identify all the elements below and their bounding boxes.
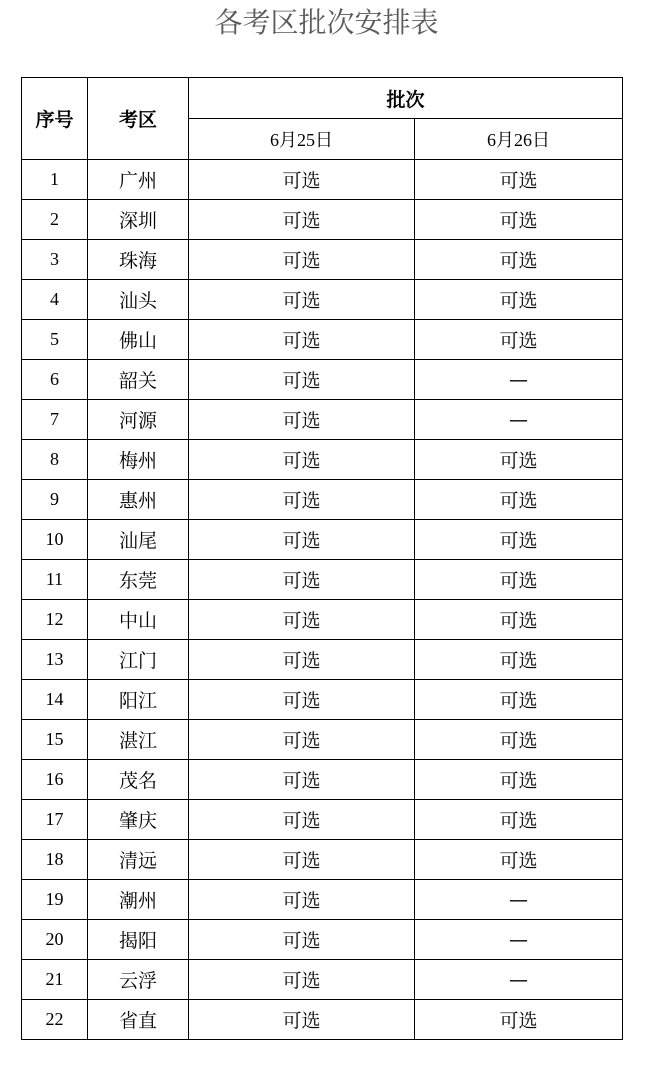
row-area-cell: 潮州 [88, 880, 189, 920]
row-june-26-cell: 可选 [415, 240, 623, 280]
row-june-25-cell: 可选 [189, 520, 415, 560]
row-index-cell: 12 [22, 600, 88, 640]
row-june-26-cell: 可选 [415, 600, 623, 640]
row-index-cell: 20 [22, 920, 88, 960]
row-index-cell: 2 [22, 200, 88, 240]
row-area-cell: 清远 [88, 840, 189, 880]
table-row [22, 240, 623, 280]
row-area-cell: 佛山 [88, 320, 189, 360]
row-index-cell: 22 [22, 1000, 88, 1040]
row-june-25-cell: 可选 [189, 320, 415, 360]
row-index-cell: 17 [22, 800, 88, 840]
row-june-26-cell: — [415, 360, 623, 400]
row-area-cell: 阳江 [88, 680, 189, 720]
table-row [22, 800, 623, 840]
table-row [22, 160, 623, 200]
row-area-cell: 东莞 [88, 560, 189, 600]
row-area-cell: 湛江 [88, 720, 189, 760]
row-area-cell: 中山 [88, 600, 189, 640]
row-index-cell: 13 [22, 640, 88, 680]
batch-schedule-table [21, 77, 623, 1040]
row-area-cell: 广州 [88, 160, 189, 200]
table-header-row [22, 78, 623, 119]
row-area-cell: 汕尾 [88, 520, 189, 560]
row-area-cell: 云浮 [88, 960, 189, 1000]
table-row [22, 880, 623, 920]
table-row [22, 480, 623, 520]
row-index-cell: 21 [22, 960, 88, 1000]
table-row [22, 400, 623, 440]
row-june-25-cell: 可选 [189, 680, 415, 720]
row-june-25-cell: 可选 [189, 160, 415, 200]
row-index-cell: 18 [22, 840, 88, 880]
table-row [22, 1000, 623, 1040]
row-june-26-cell: 可选 [415, 280, 623, 320]
header-area: 考区 [88, 78, 189, 160]
row-june-26-cell: 可选 [415, 200, 623, 240]
row-june-26-cell: 可选 [415, 760, 623, 800]
row-june-26-cell: — [415, 920, 623, 960]
table-row [22, 360, 623, 400]
row-june-26-cell: — [415, 400, 623, 440]
table-row [22, 760, 623, 800]
row-june-25-cell: 可选 [189, 200, 415, 240]
header-date-june-26: 6月26日 [415, 119, 623, 160]
row-index-cell: 1 [22, 160, 88, 200]
row-june-25-cell: 可选 [189, 1000, 415, 1040]
table-row [22, 440, 623, 480]
header-index: 序号 [22, 78, 88, 160]
row-area-cell: 河源 [88, 400, 189, 440]
table-row [22, 320, 623, 360]
row-june-25-cell: 可选 [189, 240, 415, 280]
row-index-cell: 5 [22, 320, 88, 360]
table-row [22, 720, 623, 760]
row-june-25-cell: 可选 [189, 440, 415, 480]
table-row [22, 960, 623, 1000]
row-area-cell: 惠州 [88, 480, 189, 520]
row-june-26-cell: 可选 [415, 440, 623, 480]
row-june-26-cell: 可选 [415, 640, 623, 680]
row-index-cell: 14 [22, 680, 88, 720]
row-june-26-cell: 可选 [415, 520, 623, 560]
row-index-cell: 16 [22, 760, 88, 800]
row-area-cell: 汕头 [88, 280, 189, 320]
table-row [22, 680, 623, 720]
row-june-26-cell: 可选 [415, 560, 623, 600]
row-area-cell: 揭阳 [88, 920, 189, 960]
row-june-25-cell: 可选 [189, 280, 415, 320]
row-june-25-cell: 可选 [189, 840, 415, 880]
row-area-cell: 深圳 [88, 200, 189, 240]
table-row [22, 280, 623, 320]
header-date-june-25: 6月25日 [189, 119, 415, 160]
row-june-26-cell: 可选 [415, 800, 623, 840]
row-june-25-cell: 可选 [189, 760, 415, 800]
row-june-25-cell: 可选 [189, 480, 415, 520]
row-june-26-cell: 可选 [415, 1000, 623, 1040]
row-area-cell: 梅州 [88, 440, 189, 480]
row-index-cell: 15 [22, 720, 88, 760]
row-index-cell: 11 [22, 560, 88, 600]
row-june-25-cell: 可选 [189, 960, 415, 1000]
row-june-26-cell: 可选 [415, 720, 623, 760]
row-area-cell: 省直 [88, 1000, 189, 1040]
row-june-26-cell: 可选 [415, 160, 623, 200]
row-index-cell: 9 [22, 480, 88, 520]
row-june-25-cell: 可选 [189, 800, 415, 840]
table-row [22, 840, 623, 880]
table-row [22, 520, 623, 560]
row-index-cell: 3 [22, 240, 88, 280]
table-row [22, 200, 623, 240]
table-row [22, 640, 623, 680]
row-june-25-cell: 可选 [189, 400, 415, 440]
row-index-cell: 4 [22, 280, 88, 320]
row-area-cell: 韶关 [88, 360, 189, 400]
table-row [22, 560, 623, 600]
row-june-25-cell: 可选 [189, 720, 415, 760]
row-june-25-cell: 可选 [189, 360, 415, 400]
row-june-26-cell: — [415, 880, 623, 920]
row-index-cell: 10 [22, 520, 88, 560]
row-june-26-cell: 可选 [415, 840, 623, 880]
row-index-cell: 19 [22, 880, 88, 920]
row-area-cell: 珠海 [88, 240, 189, 280]
row-june-26-cell: 可选 [415, 320, 623, 360]
row-june-26-cell: 可选 [415, 680, 623, 720]
row-area-cell: 江门 [88, 640, 189, 680]
row-june-25-cell: 可选 [189, 880, 415, 920]
table-body [22, 160, 623, 1040]
row-june-25-cell: 可选 [189, 920, 415, 960]
row-area-cell: 茂名 [88, 760, 189, 800]
row-june-25-cell: 可选 [189, 640, 415, 680]
header-batch: 批次 [189, 78, 623, 119]
page-title: 各考区批次安排表 [214, 6, 439, 39]
row-index-cell: 7 [22, 400, 88, 440]
table-row [22, 600, 623, 640]
row-index-cell: 8 [22, 440, 88, 480]
row-june-26-cell: — [415, 960, 623, 1000]
row-june-25-cell: 可选 [189, 560, 415, 600]
row-index-cell: 6 [22, 360, 88, 400]
table-row [22, 920, 623, 960]
row-june-26-cell: 可选 [415, 480, 623, 520]
row-area-cell: 肇庆 [88, 800, 189, 840]
row-june-25-cell: 可选 [189, 600, 415, 640]
